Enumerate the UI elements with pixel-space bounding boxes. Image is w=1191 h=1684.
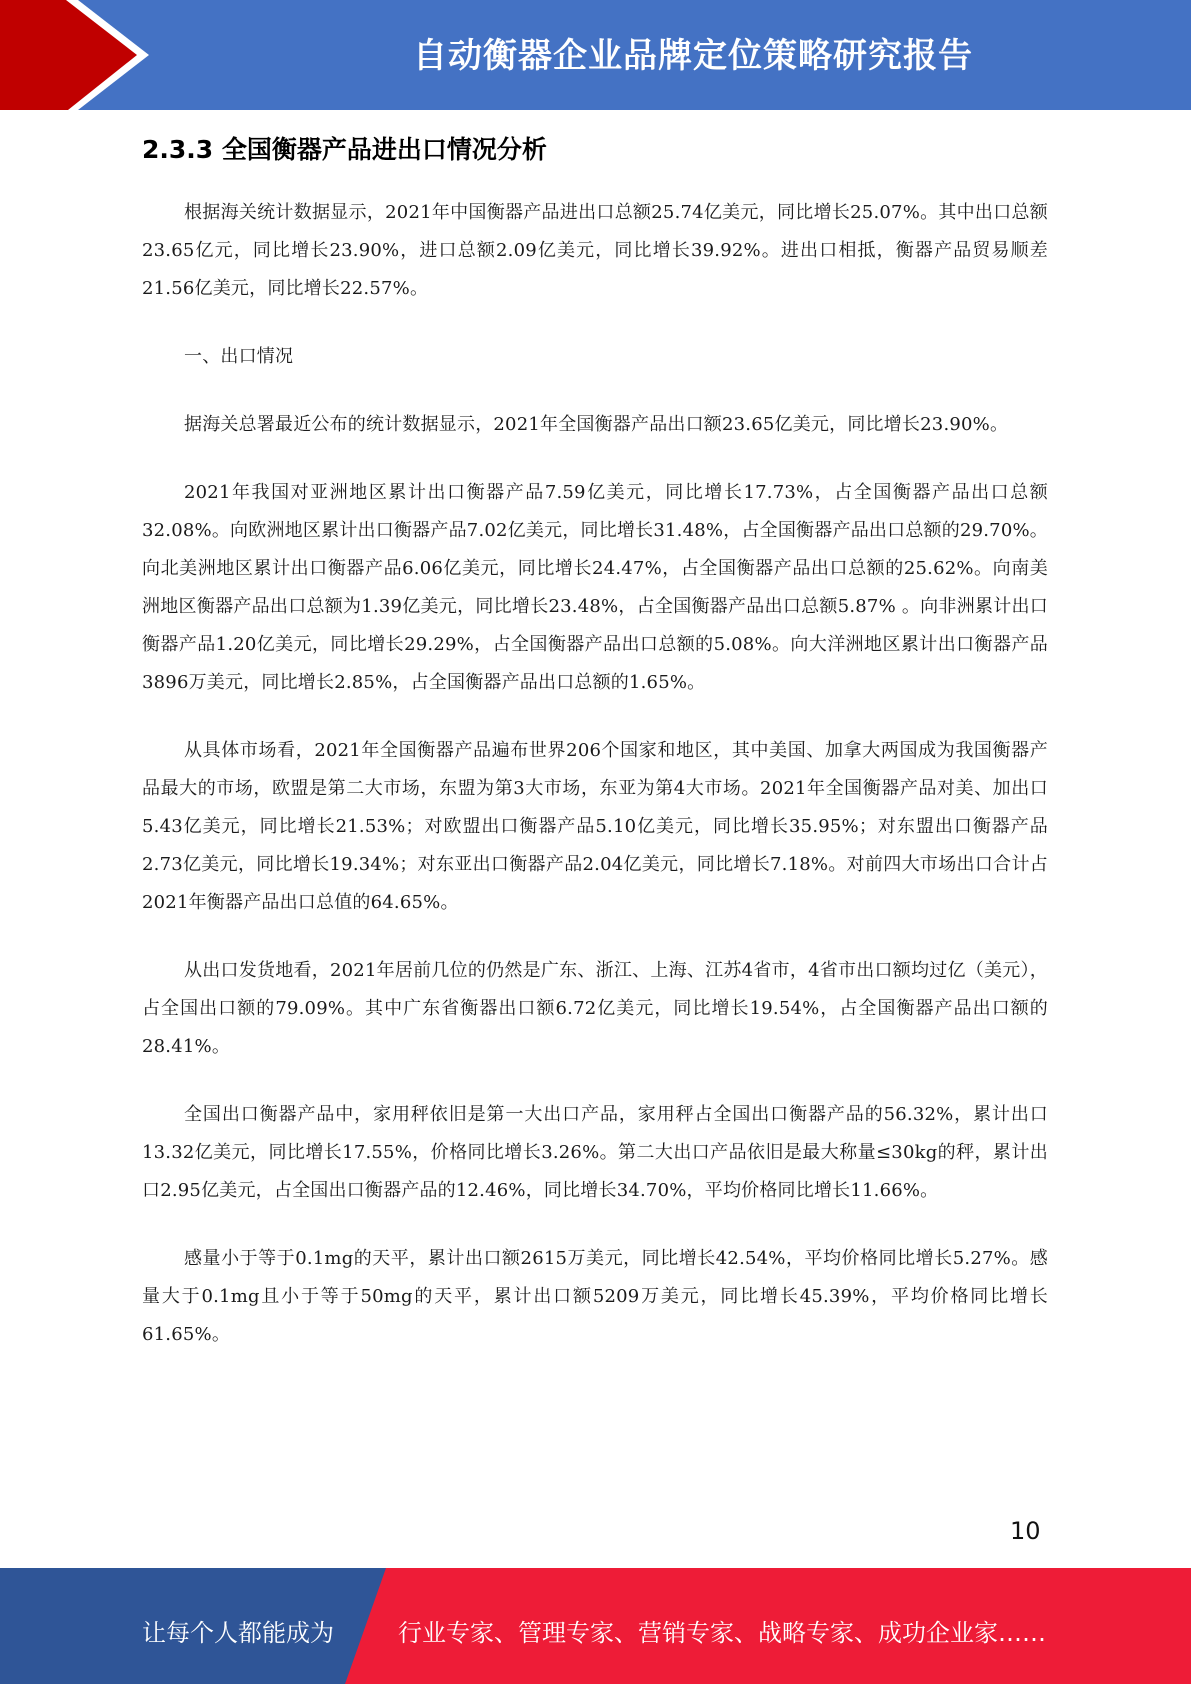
paragraph-export-regions: 2021年我国对亚洲地区累计出口衡器产品7.59亿美元，同比增长17.73%，占全国衡器产品出口总额32.08%。向欧洲地区累计出口衡器产品7.02亿美元，同比增长31.48%，占全国衡器产品出口总额的29.70%。向北美洲地区累计出口衡器产品6.06亿美元，同比增长24.47%，占全国衡器产品出口总额的25.62%。向南美洲地区衡器产品出口总额为1.39亿美元，同比增长23.48%，占全国衡器产品出口总额5.87% 。向非洲累计出口衡器产品1.20亿美元，同比增长29.29%，占全国衡器产品出口总额的5.08%。向大洋洲地区累计出口衡器产品3896万美元，同比增长2.85%，占全国衡器产品出口总额的1.65%。 xyxy=(142,482,1048,693)
footer-slogan-right: 行业专家、管理专家、营销专家、战略专家、成功企业家…… xyxy=(398,1619,1046,1647)
paragraph-summary: 根据海关统计数据显示，2021年中国衡器产品进出口总额25.74亿美元，同比增长25.07%。其中出口总额23.65亿元，同比增长23.90%，进口总额2.09亿美元，同比增长39.92%。进出口相抵，衡器产品贸易顺差21.56亿美元，同比增长22.57%。 xyxy=(142,202,1048,299)
paragraph-export-markets: 从具体市场看，2021年全国衡器产品遍布世界206个国家和地区，其中美国、加拿大两国成为我国衡器产品最大的市场，欧盟是第二大市场，东盟为第3大市场，东亚为第4大市场。2021年全国衡器产品对美、加出口5.43亿美元，同比增长21.53%；对欧盟出口衡器产品5.10亿美元，同比增长35.95%；对东盟出口衡器产品2.73亿美元，同比增长19.34%；对东亚出口衡器产品2.04亿美元，同比增长7.18%。对前四大市场出口合计占2021年衡器产品出口总值的64.65%。 xyxy=(142,740,1048,913)
section-title: 2.3.3 全国衡器产品进出口情况分析 xyxy=(142,135,547,164)
paragraph-export-balances: 感量小于等于0.1mg的天平，累计出口额2615万美元，同比增长42.54%，平均价格同比增长5.27%。感量大于0.1mg且小于等于50mg的天平，累计出口额5209万美元，同比增长45.39%，平均价格同比增长61.65%。 xyxy=(142,1248,1048,1345)
paragraph-export-total: 据海关总署最近公布的统计数据显示，2021年全国衡器产品出口额23.65亿美元，同比增长23.90%。 xyxy=(184,414,1009,435)
footer-banner xyxy=(0,1568,1191,1684)
page-number: 10 xyxy=(1010,1517,1041,1545)
document-body xyxy=(142,130,1048,1384)
header-banner xyxy=(0,0,1191,110)
paragraph-export-provinces: 从出口发货地看，2021年居前几位的仍然是广东、浙江、上海、江苏4省市，4省市出口额均过亿（美元），占全国出口额的79.09%。其中广东省衡器出口额6.72亿美元，同比增长19.54%，占全国衡器产品出口额的28.41%。 xyxy=(142,960,1048,1057)
footer-slogan-left: 让每个人都能成为 xyxy=(142,1619,334,1647)
paragraph-subheading-export: 一、出口情况 xyxy=(184,346,294,367)
header-title: 自动衡器企业品牌定位策略研究报告 xyxy=(413,36,973,76)
paragraph-export-products: 全国出口衡器产品中，家用秤依旧是第一大出口产品，家用秤占全国出口衡器产品的56.32%，累计出口13.32亿美元，同比增长17.55%，价格同比增长3.26%。第二大出口产品依旧是最大称量≤30kg的秤，累计出口2.95亿美元，占全国出口衡器产品的12.46%，同比增长34.70%，平均价格同比增长11.66%。 xyxy=(142,1104,1048,1201)
